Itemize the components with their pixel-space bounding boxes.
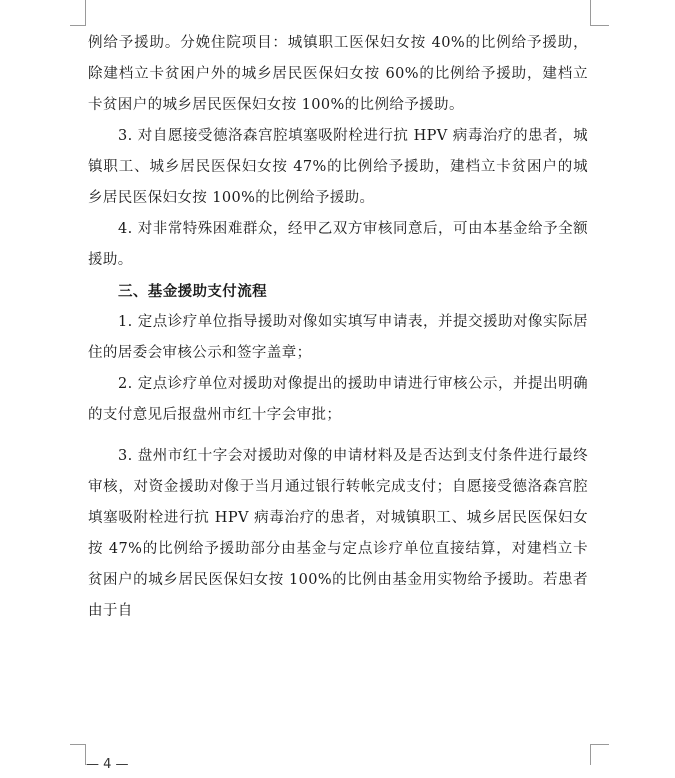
- page-number: — 4 —: [86, 757, 129, 772]
- crop-mark-bottom-left: [70, 744, 86, 765]
- paragraph-continued: 例给予援助。分娩住院项目：城镇职工医保妇女按 40%的比例给予援助，除建档立卡贫困户外的城乡居民医保妇女按 60%的比例给予援助，建档立卡贫困户的城乡居民医保妇女按 100%的比例给予援助。: [88, 35, 588, 113]
- document-body: [88, 28, 588, 627]
- paragraph-flow-3: 3. 盘州市红十字会对援助对像的申请材料及是否达到支付条件进行最终审核，对资金援助对像于当月通过银行转帐完成支付；自愿接受德洛森宫腔填塞吸附栓进行抗 HPV 病毒治疗的患者，对城镇职工、城乡居民医保妇女按 47%的比例给予援助部分由基金与定点诊疗单位直接结算，对建档立卡贫困户的城乡居民医保妇女按 100%的比例由基金用实物给予援助。若患者由于自: [88, 448, 588, 619]
- crop-mark-top-right: [590, 0, 609, 26]
- crop-mark-bottom-right: [590, 744, 609, 765]
- crop-mark-top-left: [70, 0, 86, 26]
- paragraph-item-4: 4. 对非常特殊困难群众，经甲乙双方审核同意后，可由本基金给予全额援助。: [88, 221, 588, 268]
- paragraph-flow-2: 2. 定点诊疗单位对援助对像提出的援助申请进行审核公示，并提出明确的支付意见后报盘州市红十字会审批；: [88, 376, 588, 423]
- paragraph-item-3: 3. 对自愿接受德洛森宫腔填塞吸附栓进行抗 HPV 病毒治疗的患者，城镇职工、城乡居民医保妇女按 47%的比例给予援助，建档立卡贫困户的城乡居民医保妇女按 100%的比例给予援助。: [88, 128, 588, 206]
- paragraph-flow-1: 1. 定点诊疗单位指导援助对像如实填写申请表，并提交援助对像实际居住的居委会审核公示和签字盖章；: [88, 314, 588, 361]
- section-heading: 三、基金援助支付流程: [118, 283, 267, 300]
